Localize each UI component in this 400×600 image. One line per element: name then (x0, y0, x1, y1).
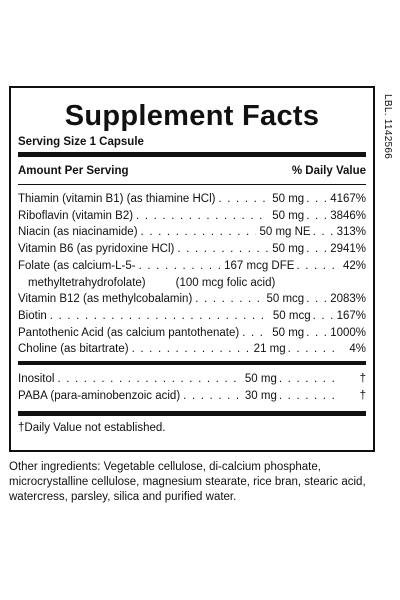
nutrient-name: Biotin (18, 309, 47, 322)
leader-dots (141, 224, 257, 241)
nutrient-dv: 4167% (330, 193, 366, 205)
nutrient-amount: 50 mg (272, 326, 305, 339)
nutrient-amount: 50 mg (272, 243, 305, 256)
nutrient-row (18, 341, 366, 358)
leader-dots: . . . (306, 243, 329, 256)
nutrient-list (18, 185, 366, 358)
nutrient-row (18, 371, 366, 388)
nutrient-dv: † (359, 373, 366, 386)
leader-dots (183, 388, 242, 405)
nutrient-name: Thiamin (vitamin B1) (as thiamine HCl) (18, 193, 216, 205)
nutrient-name: Vitamin B6 (as pyridoxine HCl) (18, 243, 175, 256)
nutrient-row (18, 224, 366, 241)
folic-acid-note: (100 mcg folic acid) (175, 276, 276, 289)
nutrient-dv: 42% (342, 259, 366, 272)
nutrient-name: Choline (as bitartrate) (18, 343, 129, 356)
supplement-facts-panel (9, 86, 375, 452)
nutrient-name: Folate (as calcium-L-5- (18, 259, 136, 272)
nutrient-amount: 50 mg (272, 193, 305, 205)
nutrient-row-continuation (18, 275, 366, 292)
leader-dots: . . . (306, 326, 329, 339)
leader-dots (242, 325, 269, 342)
panel-title: Supplement Facts (64, 100, 320, 132)
nutrient-name: Inositol (18, 373, 55, 386)
nutrient-dv: 167% (336, 309, 366, 322)
nutrient-row (18, 308, 366, 325)
nutrient-dv: 2941% (330, 243, 366, 256)
nutrient-amount: 50 mg (244, 373, 277, 386)
other-ingredients: Other ingredients: Vegetable cellulose, di-calcium phosphate, microcrystalline cellulose, magnesium stearate, rice bran, stearic acid, watercress, parsley, silica and purified water. (9, 461, 366, 503)
other-nutrient-list (18, 365, 366, 408)
nutrient-amount: 167 mcg DFE (224, 259, 295, 272)
leader-dots (57, 371, 241, 388)
nutrient-dv: 4% (349, 343, 366, 356)
label-code: LBL. 1142566 (382, 94, 393, 160)
nutrient-row (18, 388, 366, 405)
daily-value-label: % Daily Value (291, 165, 366, 177)
nutrient-amount: 50 mg (272, 209, 305, 222)
nutrient-amount: 21 mg (253, 343, 286, 356)
nutrient-name: PABA (para-aminobenzoic acid) (18, 389, 181, 402)
nutrient-row (18, 208, 366, 225)
nutrient-amount: 50 mg NE (259, 226, 311, 239)
nutrient-dv: 313% (336, 226, 366, 239)
nutrient-row (18, 241, 366, 258)
nutrient-dv: 2083% (330, 293, 366, 306)
leader-dots (136, 208, 269, 225)
leader-dots: . . . . . . (287, 343, 336, 356)
nutrient-row (18, 191, 366, 208)
nutrient-amount: 30 mg (244, 389, 277, 402)
nutrient-name: Niacin (as niacinamide) (18, 226, 138, 239)
amount-per-serving-label: Amount Per Serving (18, 165, 129, 177)
nutrient-row (18, 258, 366, 275)
nutrient-name: methyltetrahydrofolate) (28, 276, 146, 289)
leader-dots: . . . (312, 226, 335, 239)
nutrient-amount: 50 mcg (272, 309, 311, 322)
nutrient-name: Riboflavin (vitamin B2) (18, 209, 134, 222)
nutrient-row (18, 325, 366, 342)
nutrient-dv: 3846% (330, 209, 366, 222)
leader-dots: . . . . . . . (278, 389, 336, 402)
leader-dots: . . . . . (296, 259, 336, 272)
leader-dots (195, 291, 263, 308)
leader-dots: . . . (306, 209, 329, 222)
leader-dots (50, 308, 270, 325)
nutrient-dv: 1000% (330, 326, 366, 339)
column-header (18, 157, 366, 184)
nutrient-amount: 50 mcg (266, 293, 305, 306)
leader-dots: . . . . . . . (278, 373, 336, 386)
leader-dots (177, 241, 269, 258)
leader-dots (218, 191, 269, 208)
nutrient-row (18, 291, 366, 308)
nutrient-name: Pantothenic Acid (as calcium pantothenate) (18, 326, 240, 339)
nutrient-name: Vitamin B12 (as methylcobalamin) (18, 293, 193, 306)
leader-dots: . . . (306, 293, 329, 306)
leader-dots: . . . (312, 309, 335, 322)
serving-size: Serving Size 1 Capsule (18, 136, 144, 148)
leader-dots: . . . (306, 193, 329, 205)
leader-dots (132, 341, 251, 358)
leader-dots (139, 258, 222, 275)
nutrient-dv: † (359, 389, 366, 402)
footnote: †Daily Value not established. (18, 422, 166, 435)
